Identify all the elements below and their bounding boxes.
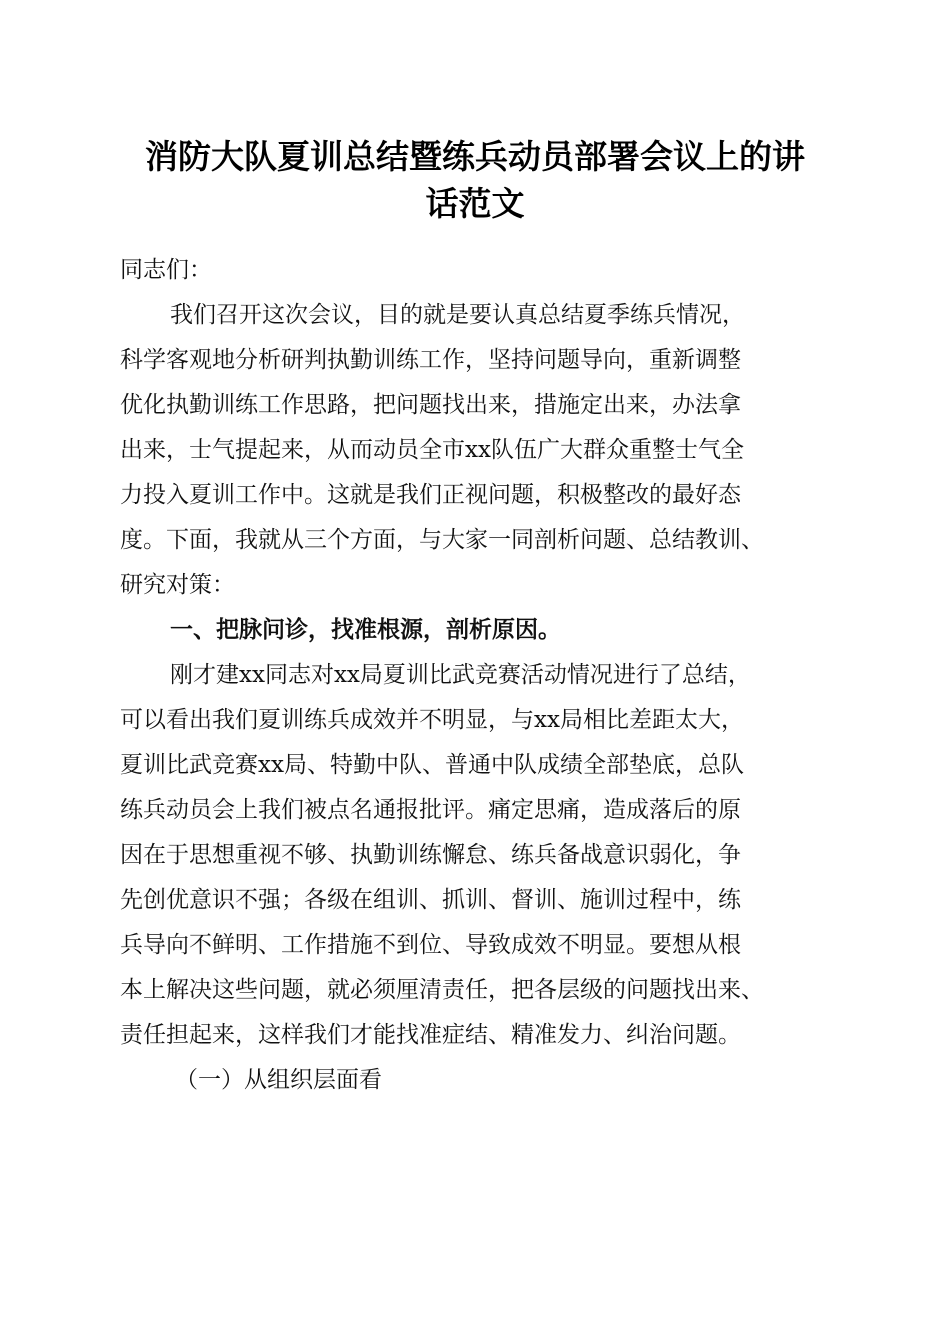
paragraph-line: 因在于思想重视不够、执勤训练懈怠、练兵备战意识弱化，争 <box>120 842 741 868</box>
paragraph-line: 力投入夏训工作中。这就是我们正视问题，积极整改的最好态 <box>120 482 741 508</box>
paragraph-line: 可以看出我们夏训练兵成效并不明显，与xx局相比差距太大， <box>120 707 744 733</box>
document-title <box>100 133 850 227</box>
paragraph-line: 夏训比武竞赛xx局、特勤中队、普通中队成绩全部垫底，总队 <box>120 752 744 778</box>
paragraph-analysis <box>120 653 840 1058</box>
paragraph-line: 本上解决这些问题，就必须厘清责任，把各层级的问题找出来、 <box>120 977 764 1003</box>
paragraph-line: 责任担起来，这样我们才能找准症结、精准发力、纠治问题。 <box>120 1022 741 1048</box>
paragraph-line: 科学客观地分析研判执勤训练工作，坚持问题导向，重新调整 <box>120 347 741 373</box>
paragraph-line: 刚才建xx同志对xx局夏训比武竞赛活动情况进行了总结， <box>170 662 751 688</box>
paragraph-line: 研究对策： <box>120 572 235 598</box>
title-line-2: 话范文 <box>425 184 525 223</box>
subsection-heading-1: （一）从组织层面看 <box>175 1067 382 1093</box>
document-body <box>120 248 840 1103</box>
paragraph-intro <box>120 293 840 608</box>
paragraph-line: 度。下面，我就从三个方面，与大家一同剖析问题、总结教训、 <box>120 527 764 553</box>
paragraph-line: 先创优意识不强；各级在组训、抓训、督训、施训过程中，练 <box>120 887 741 913</box>
paragraph-line: 我们召开这次会议，目的就是要认真总结夏季练兵情况， <box>170 302 745 328</box>
paragraph-line: 出来，士气提起来，从而动员全市xx队伍广大群众重整士气全 <box>120 437 744 463</box>
salutation: 同志们： <box>120 257 212 283</box>
paragraph-line: 优化执勤训练工作思路，把问题找出来，措施定出来，办法拿 <box>120 392 741 418</box>
paragraph-line: 兵导向不鲜明、工作措施不到位、导致成效不明显。要想从根 <box>120 932 741 958</box>
paragraph-line: 练兵动员会上我们被点名通报批评。痛定思痛，造成落后的原 <box>120 797 741 823</box>
section-heading-1: 一、把脉问诊，找准根源，剖析原因。 <box>170 617 561 643</box>
title-line-1: 消防大队夏训总结暨练兵动员部署会议上的讲 <box>145 137 805 176</box>
